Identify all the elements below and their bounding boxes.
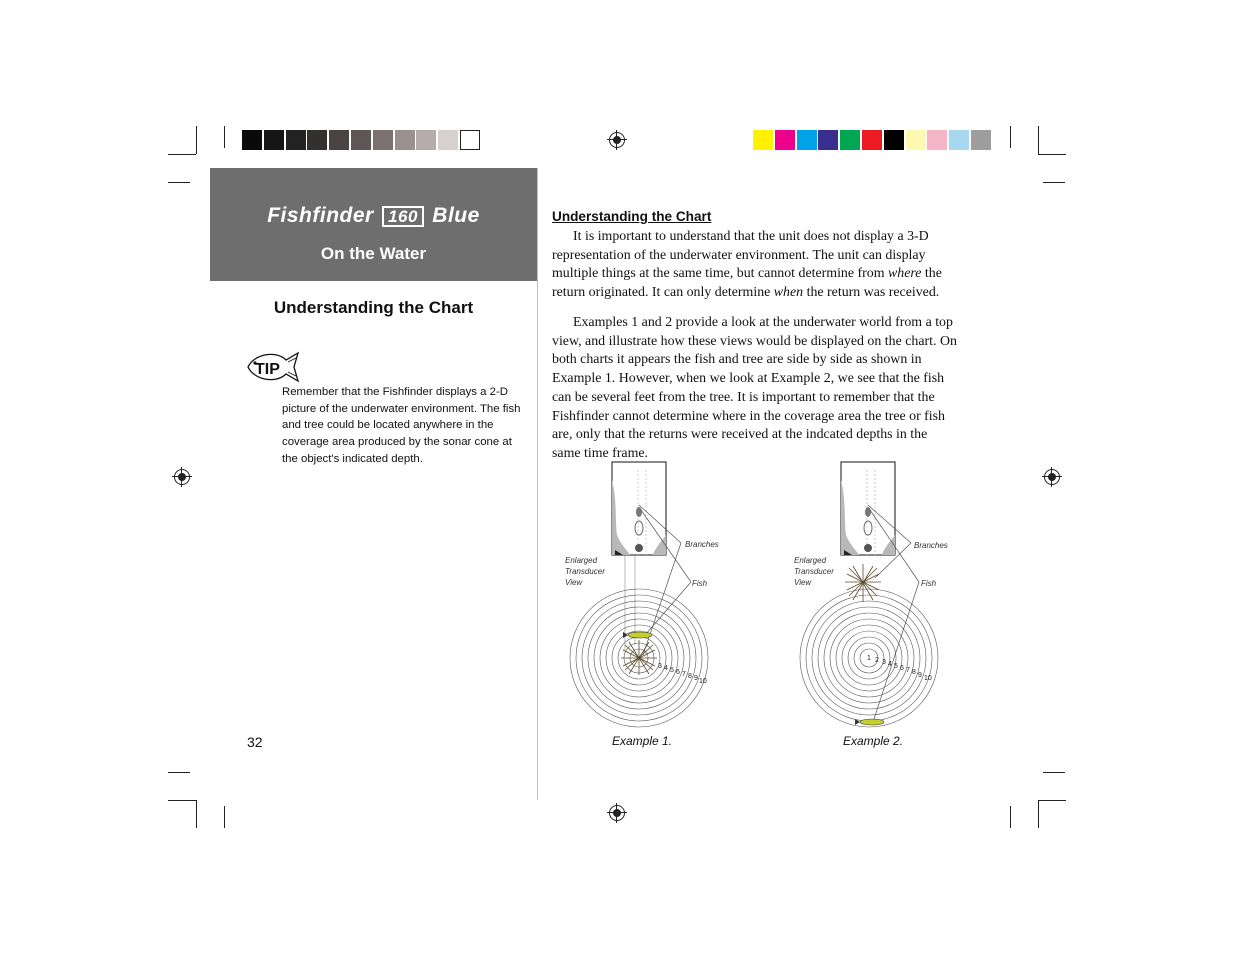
ring-number: 8 — [688, 673, 692, 680]
color-swatch — [818, 130, 838, 150]
color-swatch — [862, 130, 882, 150]
brand-name: Fishfinder — [267, 204, 374, 227]
color-swatch — [797, 130, 817, 150]
fish-label: Fish — [921, 579, 937, 588]
color-swatch — [927, 130, 947, 150]
color-swatch — [329, 130, 349, 150]
label-line: View — [794, 578, 812, 587]
label-line: Transducer — [565, 567, 605, 576]
color-swatch — [438, 130, 458, 150]
figure-example-2 — [785, 460, 955, 748]
section-heading: Understanding the Chart — [552, 209, 712, 224]
tip-fish-icon — [246, 350, 302, 384]
page-title: Understanding the Chart — [273, 298, 474, 317]
color-swatch — [949, 130, 969, 150]
label-line: Transducer — [794, 567, 834, 576]
ring-number: 9 — [694, 675, 698, 682]
figure-caption: Example 2. — [843, 734, 904, 748]
label-line: Enlarged — [794, 556, 827, 565]
fish-icon — [855, 719, 884, 725]
ring-number: 10 — [924, 675, 932, 682]
registration-mark — [609, 805, 625, 821]
ring-number: 6 — [900, 665, 904, 672]
figure-caption: Example 1. — [612, 734, 673, 748]
page-number: 32 — [247, 734, 263, 750]
ring-number: 4 — [888, 661, 892, 668]
registration-mark — [609, 132, 625, 148]
registration-mark — [174, 469, 190, 485]
branches-label: Branches — [685, 540, 719, 549]
color-swatch — [775, 130, 795, 150]
registration-mark — [1044, 469, 1060, 485]
column-divider — [537, 168, 538, 800]
ring-number: 7 — [906, 667, 910, 674]
ring-number: 10 — [699, 678, 707, 685]
example-2-diagram — [785, 460, 955, 730]
paragraph-1 — [552, 228, 957, 303]
figure-example-1 — [555, 460, 725, 748]
ring-number: 3 — [658, 663, 662, 670]
color-swatch — [971, 130, 991, 150]
color-swatch — [307, 130, 327, 150]
ring-number: 5 — [894, 663, 898, 670]
paragraph-1-text: the return originated. It can only determine — [552, 266, 942, 301]
enlarged-view-label — [565, 555, 605, 588]
brand-logo — [210, 204, 537, 228]
color-swatch — [395, 130, 415, 150]
ring-number: 2 — [875, 657, 879, 664]
example-1-diagram — [555, 460, 725, 730]
color-swatch — [460, 130, 480, 150]
ring-number: 9 — [918, 672, 922, 679]
color-swatch — [286, 130, 306, 150]
fish-icon — [623, 632, 652, 638]
color-swatch — [264, 130, 284, 150]
tip-text: Remember that the Fishfinder displays a 2-D picture of the underwater environment. The fish and tree could be located anywhere in the coverage area produced by the sonar cone at the object's indicated depth. — [282, 386, 521, 465]
branches-label: Branches — [914, 541, 948, 550]
paragraph-1-emphasis-where: where — [888, 266, 922, 282]
paragraph-1-text: It is important to understand that the unit does not display a 3-D representation of the underwater environment. The unit can display multiple things at the same time, but cannot determine from — [552, 229, 929, 282]
fish-label: Fish — [692, 579, 708, 588]
ring-number: 1 — [867, 655, 871, 662]
label-line: View — [565, 578, 583, 587]
ring-number: 8 — [912, 669, 916, 676]
color-swatch — [416, 130, 436, 150]
tree-icon — [621, 640, 657, 675]
header-box — [210, 168, 537, 281]
color-swatch — [884, 130, 904, 150]
color-swatch — [906, 130, 926, 150]
color-swatch — [840, 130, 860, 150]
label-line: Enlarged — [565, 556, 598, 565]
brand-model: 160 — [382, 206, 424, 227]
tree-icon — [845, 564, 881, 602]
ring-number: 5 — [670, 667, 674, 674]
section-title: On the Water — [320, 244, 427, 263]
ring-number: 4 — [664, 665, 668, 672]
brand-suffix: Blue — [432, 204, 480, 227]
paragraph-1-text: the return was received. — [803, 285, 940, 301]
paragraph-2: Examples 1 and 2 provide a look at the underwater world from a top view, and illustrate how these views would be displayed on the chart. On both charts it appears the fish and tree are side by side as shown in Example 1. However, when we look at Example 2, we see that the fish can be several feet from the tree. It is important to remember that the Fishfinder cannot determine where in the coverage area the tree or fish are, only that the returns were received at the indcated depths in the same time frame. — [552, 315, 957, 461]
color-swatch — [351, 130, 371, 150]
ring-number: 6 — [676, 669, 680, 676]
color-swatch — [242, 130, 262, 150]
color-swatch — [373, 130, 393, 150]
ring-number: 3 — [882, 659, 886, 666]
tip-label: TIP — [255, 361, 280, 378]
color-swatch — [753, 130, 773, 150]
paragraph-1-emphasis-when: when — [773, 285, 804, 301]
enlarged-view-label — [794, 555, 834, 588]
ring-number: 7 — [682, 671, 686, 678]
